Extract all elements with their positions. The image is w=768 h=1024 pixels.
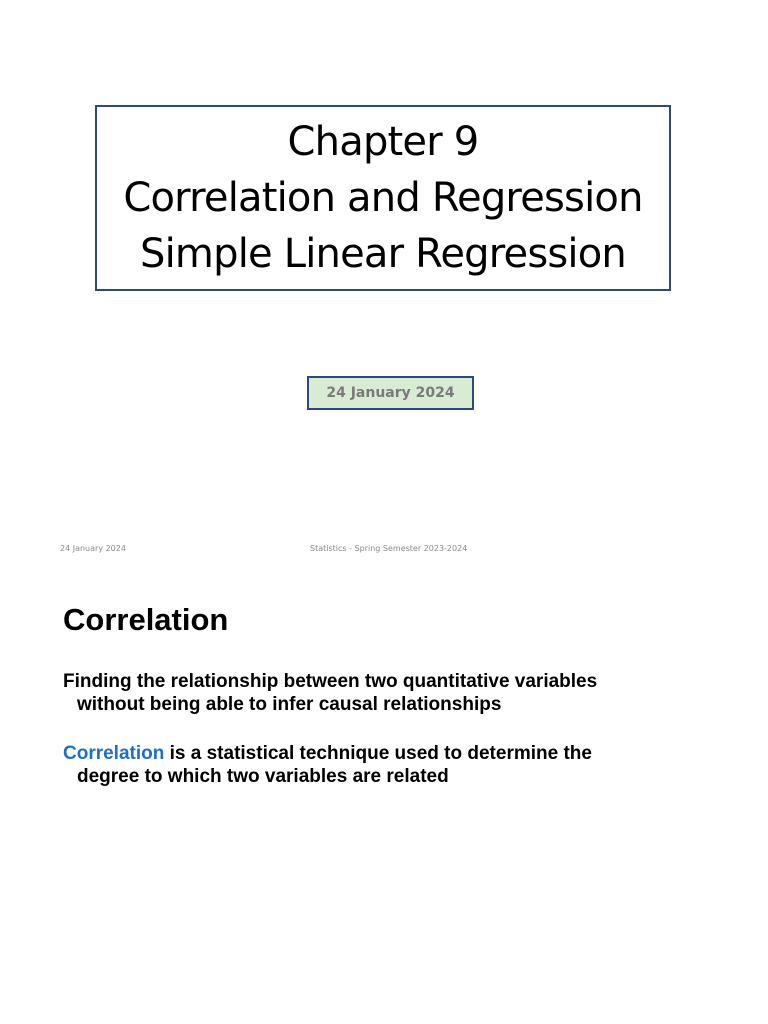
title-box bbox=[95, 105, 671, 291]
paragraph-line bbox=[63, 742, 703, 765]
paragraph-line: degree to which two variables are related bbox=[77, 766, 449, 787]
date-badge: 24 January 2024 bbox=[307, 376, 474, 410]
chapter-subtitle: Correlation and Regression bbox=[123, 175, 643, 221]
chapter-title: Chapter 9 bbox=[287, 119, 479, 165]
highlighted-term: Correlation bbox=[63, 743, 165, 764]
chapter-topic: Simple Linear Regression bbox=[140, 231, 626, 277]
paragraph-line: Finding the relationship between two quantitative variables bbox=[63, 671, 598, 692]
content-slide bbox=[0, 512, 768, 1024]
slide-date: 24 January 2024 bbox=[60, 544, 126, 553]
definition-paragraph bbox=[63, 670, 703, 716]
paragraph-line: without being able to infer causal relationships bbox=[77, 694, 502, 715]
course-label: Statistics - Spring Semester 2023-2024 bbox=[310, 544, 468, 553]
paragraph-text: is a statistical technique used to determine the bbox=[164, 743, 592, 764]
correlation-paragraph bbox=[63, 742, 703, 788]
slide-heading: Correlation bbox=[63, 602, 229, 637]
